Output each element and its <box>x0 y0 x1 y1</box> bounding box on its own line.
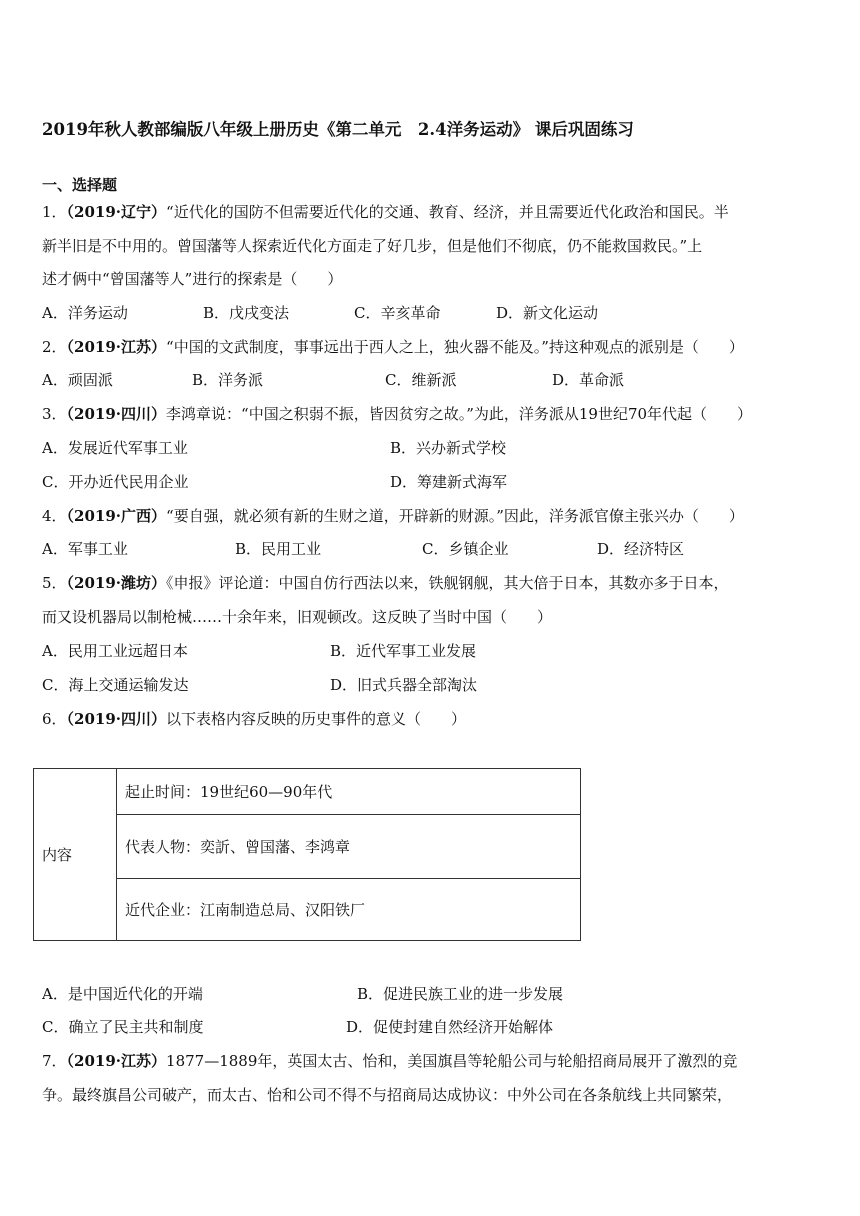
question-4-option-b: B．民用工业 <box>235 540 322 558</box>
question-2-source: （2019·江苏） <box>66 338 167 356</box>
question-1-option-c: C．辛亥革命 <box>354 304 441 322</box>
question-6-option-c: C．确立了民主共和制度 <box>42 1018 204 1036</box>
question-7-source: （2019·江苏） <box>66 1052 167 1070</box>
question-2-option-d: D．革命派 <box>552 371 625 389</box>
question-3-option-b: B．兴办新式学校 <box>390 439 507 457</box>
table-cell-figures: 代表人物：奕訢、曾国藩、李鸿章 <box>117 815 581 878</box>
question-5-line-1: 5．（2019·潍坊）《申报》评论道：中国自仿行西法以来，铁舰钢舰，其大倍于日本，其数亦多于日本， <box>42 574 729 592</box>
question-2-line-1: 2．（2019·江苏）“中国的文武制度，事事远出于西人之上，独火器不能及。”持这种观点的派别是（ ） <box>42 338 744 356</box>
question-1-line-3: 述才俩中“曾国藩等人”进行的探索是（ ） <box>42 270 343 288</box>
question-4-option-d: D．经济特区 <box>597 540 685 558</box>
question-1-source: （2019·辽宁） <box>66 203 167 221</box>
question-6-option-a: A．是中国近代化的开端 <box>42 985 203 1003</box>
question-4-option-a: A．军事工业 <box>42 540 128 558</box>
question-2-option-c: C．维新派 <box>385 371 457 389</box>
question-3-option-a: A．发展近代军事工业 <box>42 439 188 457</box>
question-7-line-1: 7．（2019·江苏）1877—1889年，英国太古、怡和，美国旗昌等轮船公司与轮船招商局展开了激烈的竞 <box>42 1052 738 1070</box>
question-6-table <box>33 768 581 941</box>
question-1-option-b: B．戊戌变法 <box>203 304 290 322</box>
question-2-option-a: A．顽固派 <box>42 371 113 389</box>
question-4-source: （2019·广西） <box>66 507 167 525</box>
question-3-option-d: D．筹建新式海军 <box>390 473 508 491</box>
table-cell-enterprises: 近代企业：江南制造总局、汉阳铁厂 <box>117 878 581 940</box>
table-cell-period: 起止时间：19世纪60—90年代 <box>117 769 581 815</box>
question-6-source: （2019·四川） <box>66 710 167 728</box>
question-6-option-d: D．促使封建自然经济开始解体 <box>346 1018 554 1036</box>
question-1-line-2: 新半旧是不中用的。曾国藩等人探索近代化方面走了好几步，但是他们不彻底，仍不能救国救民。”上 <box>42 237 703 255</box>
document-title: 2019年秋人教部编版八年级上册历史《第二单元 2.4洋务运动》 课后巩固练习 <box>42 120 634 139</box>
question-4-line-1: 4．（2019·广西）“要自强，就必须有新的生财之道，开辟新的财源。”因此，洋务派官僚主张兴办（ ） <box>42 507 744 525</box>
question-5-source: （2019·潍坊） <box>66 574 167 592</box>
question-5-option-b: B．近代军事工业发展 <box>330 642 477 660</box>
question-4-option-c: C．乡镇企业 <box>422 540 509 558</box>
question-5-line-2: 而又设机器局以制枪械……十余年来，旧观顿改。这反映了当时中国（ ） <box>42 608 553 626</box>
question-5-option-c: C．海上交通运输发达 <box>42 676 189 694</box>
question-3-source: （2019·四川） <box>66 405 167 423</box>
section-heading: 一、选择题 <box>42 176 118 194</box>
table-header-cell: 内容 <box>34 769 117 941</box>
question-1-option-a: A．洋务运动 <box>42 304 128 322</box>
question-6-option-b: B．促进民族工业的进一步发展 <box>357 985 564 1003</box>
question-5-option-a: A．民用工业远超日本 <box>42 642 188 660</box>
question-1-line-1: 1．（2019·辽宁）“近代化的国防不但需要近代化的交通、教育、经济，并且需要近代化政治和国民。半 <box>42 203 729 221</box>
question-3-line-1: 3．（2019·四川）李鸿章说：“中国之积弱不振，皆因贫穷之故。”为此，洋务派从19世纪70年代起（ ） <box>42 405 753 423</box>
question-7-line-2: 争。最终旗昌公司破产，而太古、怡和公司不得不与招商局达成协议：中外公司在各条航线上共同繁荣， <box>42 1086 733 1104</box>
question-2-option-b: B．洋务派 <box>192 371 264 389</box>
question-1-option-d: D．新文化运动 <box>496 304 599 322</box>
question-3-option-c: C．开办近代民用企业 <box>42 473 189 491</box>
question-6-line-1: 6．（2019·四川）以下表格内容反映的历史事件的意义（ ） <box>42 710 467 728</box>
question-5-option-d: D．旧式兵器全部淘汰 <box>330 676 478 694</box>
